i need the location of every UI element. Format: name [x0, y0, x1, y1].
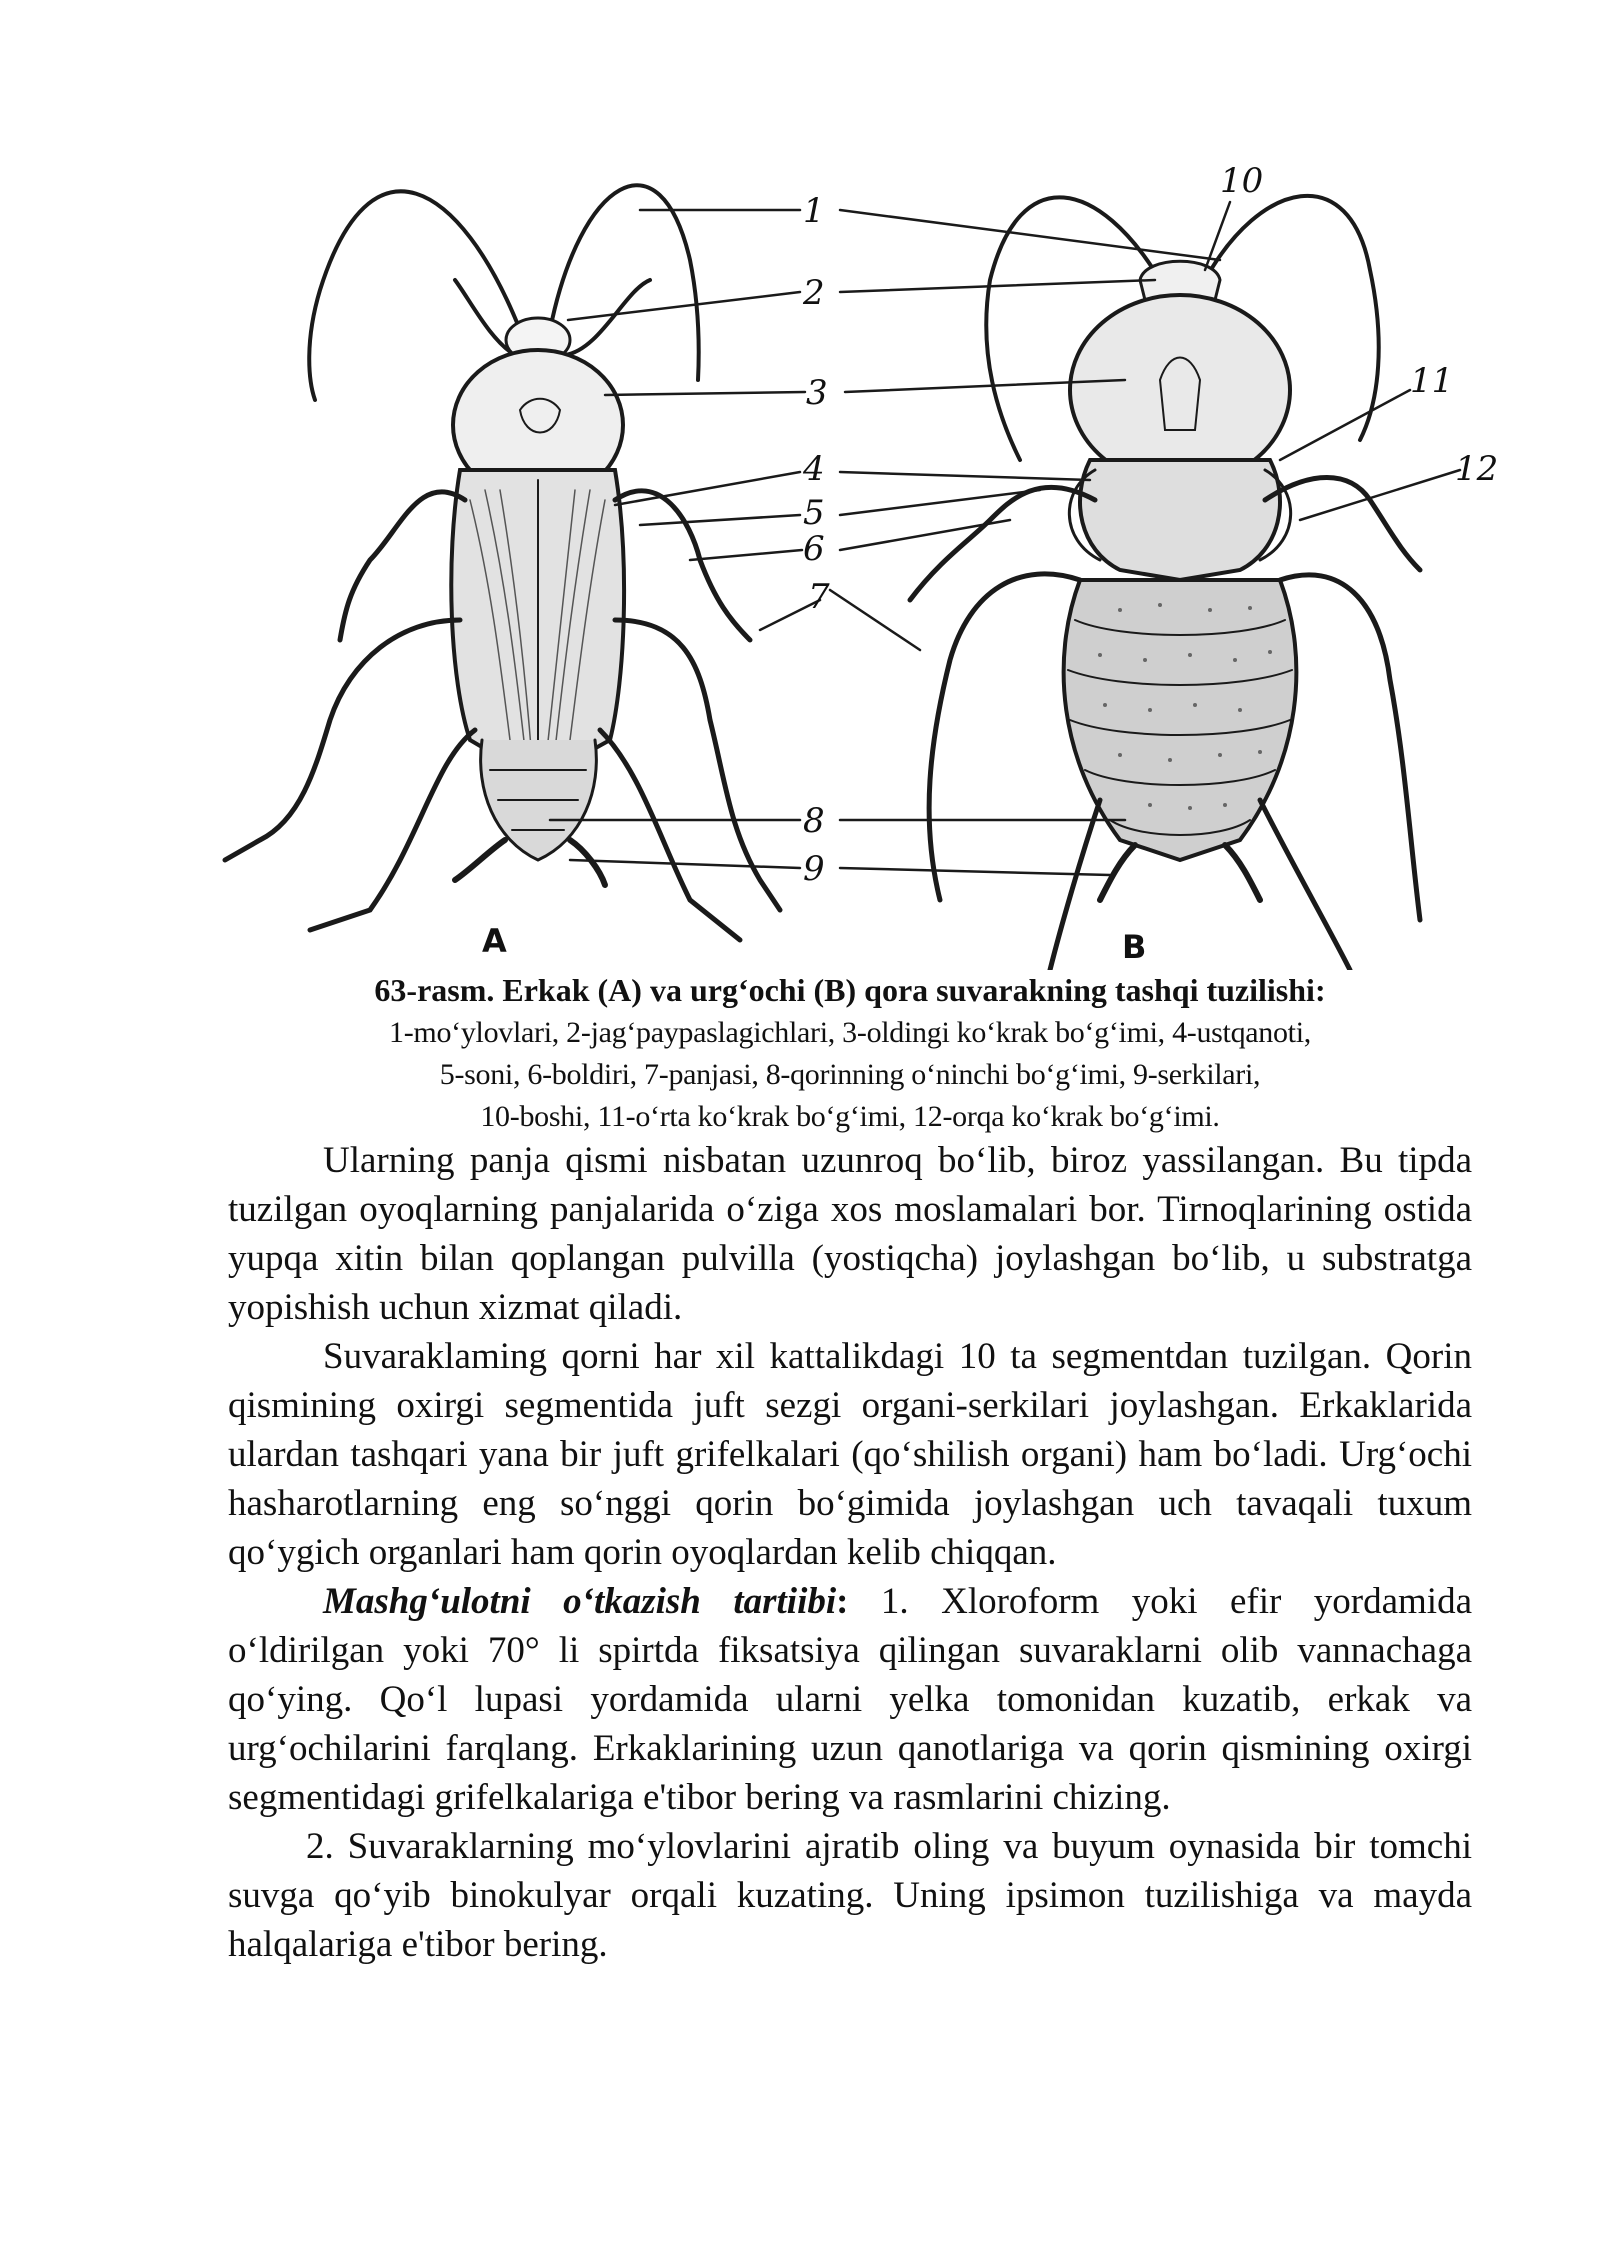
figure-label-5: 5 [803, 493, 825, 533]
paragraph: Ularning panja qismi nisbatan uzunroq bo‘lib, biroz yassilangan. Bu tipda tuzilgan oyoqlarning panjalarida o‘ziga xos moslamalari bor. Tirnoqlarining ostida yupqa xitin bilan qoplangan pulvilla (yostiqcha) joylashgan bo‘lib, u substratga yopishish uchun xizmat qiladi. [228, 1140, 1472, 1328]
paragraph: 2. Suvaraklarning mo‘ylovlarini ajratib oling va buyum oynasida bir tomchi suvga qo‘yib binokulyar orqali kuzating. Uning ipsimon tuzilishiga va mayda halqalariga e'tibor bering. [228, 1826, 1472, 1965]
cockroach-male-illustration [225, 185, 780, 940]
figure-caption [228, 968, 1472, 1138]
procedure-heading-colon: : [836, 1581, 849, 1622]
caption-line: 5-soni, 6-boldiri, 7-panjasi, 8-qorinning o‘ninchi bo‘g‘imi, 9-serkilari, [439, 1058, 1261, 1091]
cockroach-figure [220, 140, 1520, 970]
panel-label-b: B [1122, 928, 1147, 966]
figure-label-6: 6 [803, 529, 825, 569]
figure-label-12: 12 [1455, 449, 1499, 489]
procedure-step-1: 1. Xloroform yoki efir yordamida o‘ldirilgan yoki 70° li spirtda fiksatsiya qilingan suvaraklarni olib vannachaga qo‘ying. Qo‘l lupasi yordamida ularni yelka tomonidan kuzatib, erkak va urg‘ochilarini farqlang. Erkaklarining uzun qanotlariga va qorin qismining oxirgi segmentidagi grifelkalariga e'tibor bering va rasmlarini chizing. [228, 1581, 1473, 1818]
figure-label-9: 9 [803, 849, 825, 889]
figure-label-10: 10 [1220, 161, 1264, 201]
figure-label-7: 7 [808, 577, 830, 617]
paragraph: Suvaraklaming qorni har xil kattalikdagi 10 ta segmentdan tuzilgan. Qorin qismining oxirgi segmentida juft sezgi organi-serkilari joylashgan. Erkaklarida ulardan tashqari yana bir juft grifelkalari (qo‘shilish organi) ham bo‘ladi. Urg‘ochi hasharotlarning eng so‘nggi qorin bo‘gimida joylashgan uch tavaqali tuxum qo‘ygich organlari ham qorin oyoqlardan kelib chiqqan. [228, 1336, 1472, 1573]
figure-label-4: 4 [803, 449, 825, 489]
procedure-heading: Mashg‘ulotni o‘tkazish tartiibi [323, 1581, 837, 1622]
figure-label-11: 11 [1410, 361, 1454, 401]
paragraph [228, 1577, 1472, 1822]
figure-label-8: 8 [803, 801, 825, 841]
panel-label-a: A [482, 922, 507, 960]
caption-title: 63-rasm. Erkak (A) va urg‘ochi (B) qora suvarakning tashqi tuzilishi: [374, 972, 1326, 1008]
leader-lines [550, 202, 1460, 875]
body-text [228, 1136, 1472, 1969]
figure-label-1: 1 [803, 191, 825, 231]
caption-line: 1-mo‘ylovlari, 2-jag‘paypaslagichlari, 3-oldingi ko‘krak bo‘g‘imi, 4-ustqanoti, [389, 1016, 1311, 1049]
caption-line: 10-boshi, 11-o‘rta ko‘krak bo‘g‘imi, 12-orqa ko‘krak bo‘g‘imi. [480, 1100, 1220, 1133]
cockroach-female-illustration [910, 196, 1420, 970]
figure-label-3: 3 [806, 373, 828, 413]
figure-label-2: 2 [803, 273, 825, 313]
